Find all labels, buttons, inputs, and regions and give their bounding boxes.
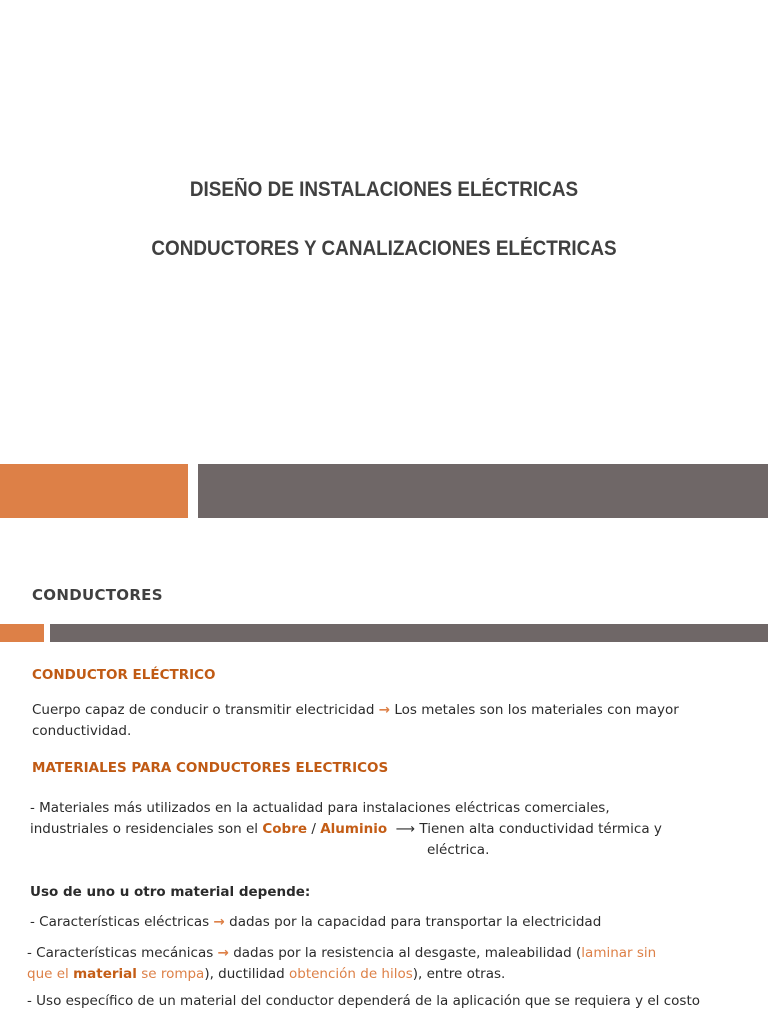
- bullet-electrical: [30, 912, 760, 933]
- uso-heading: Uso de uno u otro material depende:: [30, 884, 311, 900]
- bullet2-c: ), ductilidad: [204, 966, 285, 982]
- bullet2-o2: que el: [27, 966, 69, 982]
- slide2-orange-bar: [0, 624, 44, 642]
- bullet1-b: dadas por la capacidad para transportar la electricidad: [229, 914, 602, 930]
- arrow-right-icon: →: [213, 914, 225, 930]
- materials-aluminio: Aluminio: [320, 821, 388, 837]
- bullet2-a: - Características mecánicas: [27, 945, 214, 961]
- materials-cobre: Cobre: [262, 821, 308, 837]
- conductor-heading: CONDUCTOR ELÉCTRICO: [32, 667, 216, 683]
- arrow-right-icon: →: [378, 702, 391, 718]
- slide1-gray-bar: [198, 464, 768, 518]
- bullet2-b: dadas por la resistencia al desgaste, maleabilidad (: [233, 945, 582, 961]
- section-title: CONDUCTORES: [32, 586, 163, 604]
- arrow-right-icon: →: [217, 945, 229, 961]
- slide1-orange-bar: [0, 464, 188, 518]
- materials-slash: /: [311, 821, 316, 837]
- bullet-mechanical: [27, 943, 762, 985]
- bullet2-material: material: [73, 966, 137, 982]
- slide1-title-line2: CONDUCTORES Y CANALIZACIONES ELÉCTRICAS: [151, 237, 617, 260]
- materials-line2: [30, 819, 768, 840]
- bullet2-o4: obtención de hilos: [288, 966, 413, 982]
- bullet2-d: ), entre otras.: [412, 966, 506, 982]
- bullet2-o3: se rompa: [141, 966, 205, 982]
- materials-line2-a: industriales o residenciales son el: [30, 821, 259, 837]
- slide1-title-line1: DISEÑO DE INSTALACIONES ELÉCTRICAS: [189, 178, 579, 201]
- materials-line1: - Materiales más utilizados en la actualidad para instalaciones eléctricas comerciales,: [30, 800, 610, 816]
- slide2-gray-bar: [50, 624, 768, 642]
- materials-heading: MATERIALES PARA CONDUCTORES ELECTRICOS: [32, 760, 389, 776]
- materials-line3: eléctrica.: [427, 842, 490, 858]
- conductor-text-a: Cuerpo capaz de conducir o transmitir electricidad: [32, 702, 375, 718]
- bullet1-a: - Características eléctricas: [30, 914, 210, 930]
- conductor-text-c: conductividad.: [32, 723, 132, 739]
- conductor-text-b: Los metales son los materiales con mayor: [394, 702, 679, 718]
- bullet-usage: - Uso específico de un material del conductor dependerá de la aplicación que se requiera y el costo: [27, 993, 700, 1009]
- bullet2-o1: laminar sin: [581, 945, 657, 961]
- long-arrow-right-icon: ⟶: [395, 821, 416, 837]
- materials-line2-b: Tienen alta conductividad térmica y: [419, 821, 662, 837]
- conductor-paragraph: [32, 700, 752, 742]
